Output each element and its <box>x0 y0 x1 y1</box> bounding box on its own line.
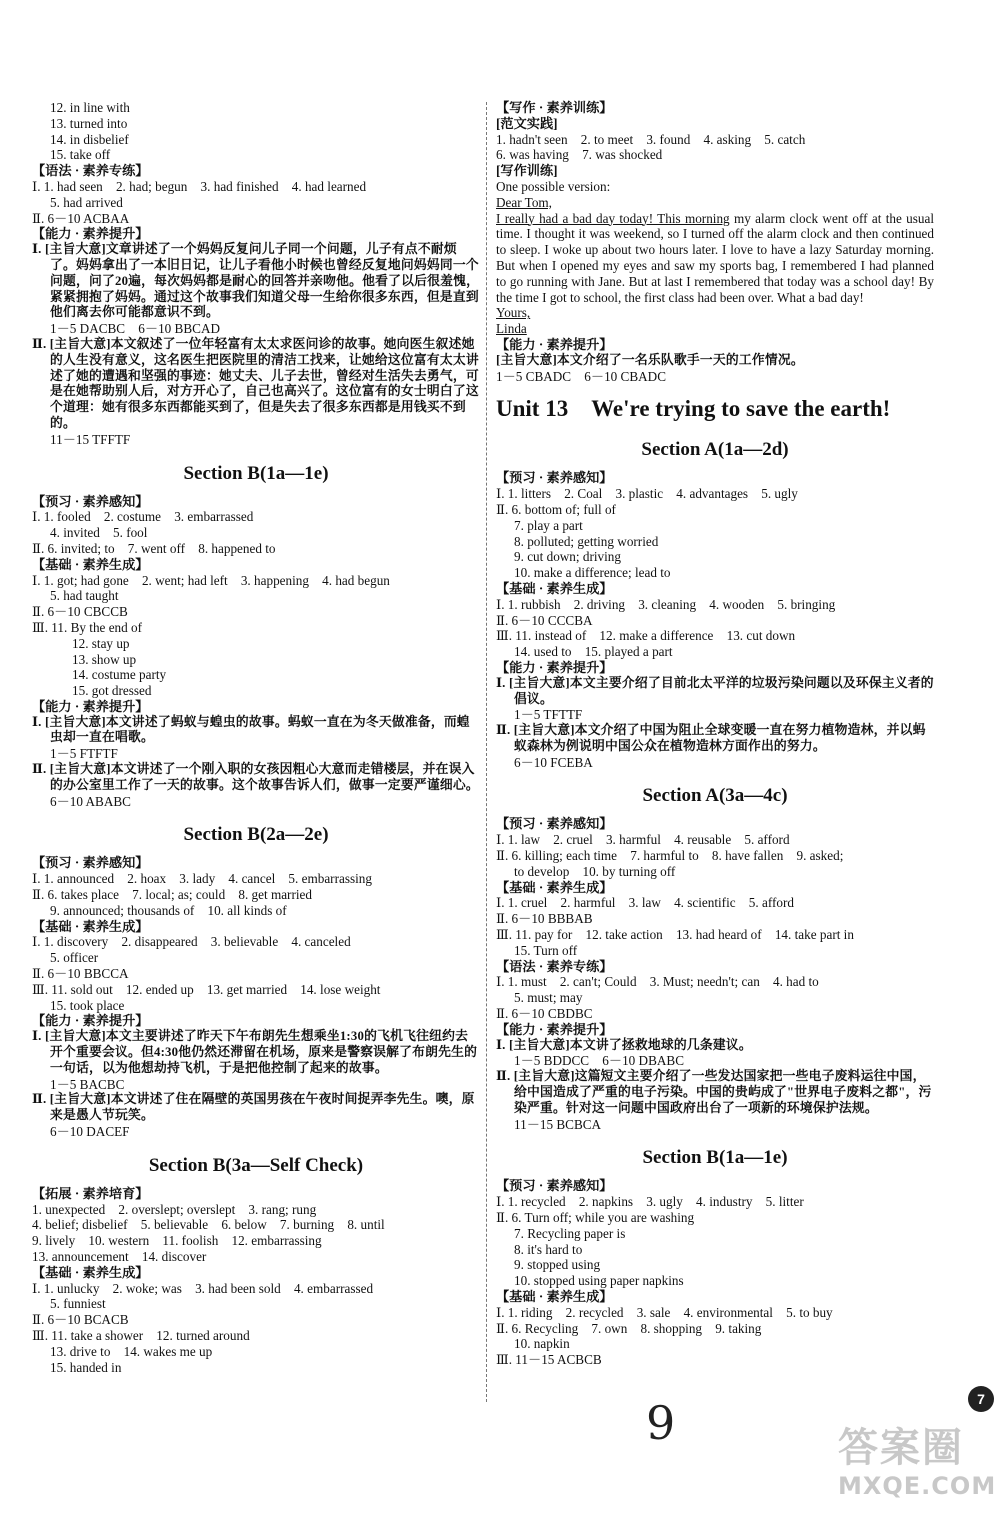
answer-line: 12. in line with <box>50 100 130 115</box>
answer-line: 12. stay up <box>72 635 130 651</box>
section-title: Section A(1a—2d) <box>641 439 789 461</box>
basic-heading: 【基础 · 素养生成】 <box>496 879 613 895</box>
answer-line: 9. announced; thousands of 10. all kinds of <box>50 902 287 918</box>
preview-heading: 【预习 · 素养感知】 <box>32 493 149 509</box>
answer-line: 13. announcement 14. discover <box>32 1249 207 1264</box>
version-label: One possible version: <box>496 178 611 194</box>
answer-line: 13. show up <box>72 651 137 667</box>
summary-paragraph: [主旨大意]本文介绍了一名乐队歌手一天的工作情况。 <box>496 352 804 367</box>
answer-line: Ⅰ. 1. fooled 2. costume 3. embarrassed <box>32 509 254 525</box>
answer-line: 14. costume party <box>72 667 167 683</box>
basic-heading: 【基础 · 素养生成】 <box>32 918 149 934</box>
summary-paragraph: Ⅰ. [主旨大意]本文主要介绍了目前北太平洋的垃圾污染问题以及环保主义者的倡议。 <box>496 675 934 706</box>
answer-line: 5. had arrived <box>50 194 123 210</box>
summary-paragraph: Ⅰ. [主旨大意]本文主要讲述了昨天下午布朗先生想乘坐1:30的飞机飞往纽约去开个重要会议。但4:30他仍然还滞留在机场，原来是警察误解了布朗先生的一句话，以为他想劫持飞机，于是把他控制了起来的故事。 <box>32 1029 478 1075</box>
answer-line: 1－5 BACBC <box>50 1076 125 1092</box>
answer-line: 14. used to 15. played a part <box>514 644 673 660</box>
answer-line: 8. polluted; getting worried <box>514 533 659 549</box>
answer-line: Ⅲ. 11. sold out 12. ended up 13. get married 14. lose weight <box>32 981 381 997</box>
answer-line: Ⅰ. 1. had seen 2. had; begun 3. had finished 4. had learned <box>32 178 367 194</box>
letter-closing: Yours, <box>496 305 531 321</box>
answer-line: Ⅱ. 6. Turn off; while you are washing <box>496 1210 695 1226</box>
left-column <box>32 100 480 1375</box>
answer-line: 15. handed in <box>50 1359 122 1375</box>
basic-heading: 【基础 · 素养生成】 <box>496 1289 613 1304</box>
answer-line: Ⅱ. 6－10 CCCBA <box>496 612 593 628</box>
answer-line: to develop 10. by turning off <box>514 863 676 879</box>
answer-line: Ⅲ. 11. By the end of <box>32 619 143 635</box>
summary-paragraph: Ⅱ. [主旨大意]本文叙述了一位年轻富有太太求医问诊的故事。她向医生叙述她的人生没有意义，这名医生把医院里的清洁工找来，让她给这位富有太太讲述了她的遭遇和坚强的事迹：她丈夫、儿子去世，曾经对生活失去勇气，可是在她帮助别人后，对方开心了，自己也高兴了。这位富有的女士明白了这个道理：她有很多东西都能买到了，但是失去了很多东西都是用钱买不到的。 <box>32 336 479 430</box>
letter-signature: Linda <box>496 321 527 337</box>
answer-line: 5. must; may <box>514 990 583 1006</box>
answer-line: Ⅲ. 11－15 ACBCB <box>496 1352 602 1368</box>
section-title: Section B(3a—Self Check) <box>148 1154 364 1176</box>
answer-line: 5. officer <box>50 950 99 966</box>
summary-paragraph: Ⅱ. [主旨大意]本文介绍了中国为阻止全球变暖一直在努力植物造林，并以蚂蚁森林为例说明中国公众在植物造林方面作出的努力。 <box>496 723 926 753</box>
answer-line: 1. unexpected 2. overslept; overslept 3. rang; rung <box>32 1201 317 1217</box>
summary-paragraph: Ⅱ. [主旨大意]本文讲述了一个刚入职的女孩因粗心大意而走错楼层，并在误入的办公室里工作了一天的故事。这个故事告诉人们，做事一定要严谨细心。 <box>32 762 479 792</box>
answer-line: Ⅰ. 1. got; had gone 2. went; had left 3. happening 4. had begun <box>32 572 390 588</box>
letter-salutation: Dear Tom, <box>496 194 552 210</box>
answer-line: 10. napkin <box>514 1336 570 1352</box>
answer-line: Ⅰ. 1. recycled 2. napkins 3. ugly 4. industry 5. litter <box>496 1194 804 1210</box>
section-title: Section B(2a—2e) <box>183 824 329 846</box>
preview-heading: 【预习 · 素养感知】 <box>32 855 149 871</box>
ability-heading: 【能力 · 素养提升】 <box>496 1021 613 1037</box>
preview-heading: 【预习 · 素养感知】 <box>496 1178 613 1194</box>
answer-line: 6－10 DACEF <box>50 1124 130 1140</box>
basic-heading: 【基础 · 素养生成】 <box>496 580 613 596</box>
answer-line: Ⅱ. 6. invited; to 7. went off 8. happened to <box>32 540 276 556</box>
answer-line: 13. drive to 14. wakes me up <box>50 1343 213 1359</box>
answer-line: Ⅰ. 1. rubbish 2. driving 3. cleaning 4. wooden 5. bringing <box>496 596 836 612</box>
answer-line: 6－10 ABABC <box>50 793 131 809</box>
answer-line: 4. invited 5. fool <box>50 525 148 541</box>
answer-line: 5. had taught <box>50 588 119 604</box>
answer-line: 9. stopped using <box>514 1257 601 1273</box>
answer-line: 15. took place <box>50 997 125 1013</box>
summary-paragraph: Ⅱ. [主旨大意]这篇短文主要介绍了一些发达国家把一些电子废料运往中国，给中国造成了严重的电子污染。中国的贵屿成了"世界电子废料之都"，污染严重。针对这一问题中国政府出台了一项新的环境保护法规。 <box>496 1069 932 1115</box>
answer-line: 8. it's hard to <box>514 1241 583 1257</box>
basic-heading: 【基础 · 素养生成】 <box>32 556 149 572</box>
answer-line: Ⅲ. 11. pay for 12. take action 13. had heard of 14. take part in <box>496 927 854 943</box>
answer-line: 7. play a part <box>514 517 583 533</box>
grammar-heading: 【语法 · 素养专练】 <box>32 163 149 179</box>
answer-line: 10. make a difference; lead to <box>514 565 671 581</box>
column-divider <box>486 102 487 1402</box>
answer-line: Ⅰ. 1. law 2. cruel 3. harmful 4. reusable 5. afford <box>496 832 790 848</box>
section-title: Section B(1a—1e) <box>642 1147 788 1169</box>
answer-line: 1－5 DACBC 6－10 BBCAD <box>50 321 220 337</box>
answer-line: 14. in disbelief <box>50 131 129 147</box>
basic-heading: 【基础 · 素养生成】 <box>32 1264 149 1280</box>
answer-line: Ⅲ. 11. instead of 12. make a difference 13. cut down <box>496 628 796 644</box>
answer-line: Ⅱ. 6. takes place 7. local; as; could 8. get married <box>32 887 312 903</box>
answer-line: 5. funniest <box>50 1296 106 1312</box>
answer-line: Ⅱ. 6－10 CBCCB <box>32 604 128 620</box>
answer-line: 1－5 TFTTF <box>514 707 583 723</box>
letter-body-underlined: I really had a bad day today! This morning <box>496 210 730 226</box>
extension-heading: 【拓展 · 素养培育】 <box>32 1185 149 1201</box>
answer-line: Ⅰ. 1. discovery 2. disappeared 3. believable 4. canceled <box>32 934 351 950</box>
answer-line: Ⅰ. 1. riding 2. recycled 3. sale 4. environmental 5. to buy <box>496 1304 833 1320</box>
handwritten-page-mark: 9 <box>646 1396 676 1450</box>
answer-line: 6－10 FCEBA <box>514 754 593 770</box>
answer-line: Ⅱ. 6－10 ACBAA <box>32 210 130 226</box>
answer-line: Ⅰ. 1. unlucky 2. woke; was 3. had been sold 4. embarrassed <box>32 1280 374 1296</box>
answer-line: 1－5 BDDCC 6－10 DBABC <box>514 1053 684 1069</box>
page-number: 7 <box>968 1386 994 1412</box>
preview-heading: 【预习 · 素养感知】 <box>496 470 613 486</box>
answer-line: Ⅰ. 1. litters 2. Coal 3. plastic 4. advantages 5. ugly <box>496 486 798 502</box>
answer-line: Ⅰ. 1. cruel 2. harmful 3. law 4. scientific 5. afford <box>496 895 794 911</box>
answer-line: Ⅱ. 6－10 BCACB <box>32 1312 129 1328</box>
section-title: Section B(1a—1e) <box>183 462 329 484</box>
answer-line: Ⅰ. 1. must 2. can't; Could 3. Must; needn't; can 4. had to <box>496 974 819 990</box>
answer-line: 15. take off <box>50 147 111 163</box>
watermark <box>838 1424 997 1508</box>
watermark-url: MXQE.COM <box>838 1472 997 1500</box>
answer-line: Ⅲ. 11. take a shower 12. turned around <box>32 1327 250 1343</box>
watermark-logo: 答案圈 <box>838 1425 964 1471</box>
answer-line: 1. hadn't seen 2. to meet 3. found 4. asking 5. catch <box>496 131 806 147</box>
answer-line: 15. Turn off <box>514 942 578 958</box>
summary-paragraph: Ⅰ. [主旨大意]文章讲述了一个妈妈反复问儿子同一个问题，儿子有点不耐烦了。妈妈拿出了一本旧日记，让儿子看他小时候也曾经反复地问妈妈同一个问题，问了20遍，每次妈妈都是耐心的回答并亲吻他。他看了以后很羞愧，紧紧拥抱了妈妈。通过这个故事我们知道父母一生给你很多东西，但是直到他们离去你可能都意识不到。 <box>32 242 480 320</box>
ability-heading: 【能力 · 素养提升】 <box>32 226 149 242</box>
ability-heading: 【能力 · 素养提升】 <box>496 336 613 352</box>
answer-line: Ⅰ. 1. announced 2. hoax 3. lady 4. cancel 5. embarrassing <box>32 871 372 887</box>
summary-paragraph: Ⅰ. [主旨大意]本文讲述了蚂蚁与蝗虫的故事。蚂蚁一直在为冬天做准备，而蝗虫却一直在唱歌。 <box>32 714 470 745</box>
answer-line: 9. lively 10. western 11. foolish 12. embarrassing <box>32 1233 322 1249</box>
preview-heading: 【预习 · 素养感知】 <box>496 816 613 832</box>
answer-line: 4. belief; disbelief 5. believable 6. below 7. burning 8. until <box>32 1217 385 1233</box>
answer-line: Ⅱ. 6－10 BBBAB <box>496 911 593 927</box>
answer-line: 10. stopped using paper napkins <box>514 1273 684 1289</box>
summary-paragraph: Ⅱ. [主旨大意]本文讲述了住在隔壁的英国男孩在午夜时间捉弄李先生。噢，原来是愚人节玩笑。 <box>32 1092 475 1123</box>
answer-line: Ⅱ. 6. Recycling 7. own 8. shopping 9. taking <box>496 1320 762 1336</box>
summary-paragraph: Ⅰ. [主旨大意]本文讲了拯救地球的几条建议。 <box>496 1037 752 1052</box>
answer-line: 1－5 FTFTF <box>50 746 118 762</box>
answer-line: 13. turned into <box>50 115 128 131</box>
ability-heading: 【能力 · 素养提升】 <box>496 659 613 675</box>
training-heading: [写作训练] <box>496 163 558 179</box>
unit-title: Unit 13 We're trying to save the earth! <box>496 396 891 422</box>
right-column <box>496 100 934 1368</box>
ability-heading: 【能力 · 素养提升】 <box>32 698 149 714</box>
letter-body <box>496 211 934 306</box>
grammar-heading: 【语法 · 素养专练】 <box>496 958 613 974</box>
model-heading: [范文实践] <box>496 115 558 131</box>
answer-line: 9. cut down; driving <box>514 549 621 565</box>
letter-body-rest: my alarm clock went off at the usual time. I thought it was weekend, so I turned off the alarm clock and then continued to sleep. I woke up about two hours later. I love to have a lazy Saturday morning. But when I opened my eyes and saw my sports bag, I remembered I had planned to go running with Jane. But at last I remembered that today was a school day! By the time I got to school, the first class had been over. What a bad day! <box>496 210 934 305</box>
answer-line: 11－15 TFFTF <box>50 431 131 447</box>
section-title: Section A(3a—4c) <box>642 785 788 807</box>
ability-heading: 【能力 · 素养提升】 <box>32 1013 149 1029</box>
answer-line: 11－15 BCBCA <box>514 1116 602 1132</box>
answer-line: 7. Recycling paper is <box>514 1225 626 1241</box>
writing-heading: 【写作 · 素养训练】 <box>496 100 613 115</box>
answer-line: Ⅱ. 6－10 CBDBC <box>496 1006 593 1022</box>
answer-line: Ⅱ. 6－10 BBCCA <box>32 966 129 982</box>
answer-line: 1－5 CBADC 6－10 CBADC <box>496 368 666 384</box>
answer-line: Ⅱ. 6. killing; each time 7. harmful to 8. have fallen 9. asked; <box>496 848 844 864</box>
answer-line: Ⅱ. 6. bottom of; full of <box>496 501 616 517</box>
answer-line: 15. got dressed <box>72 683 152 699</box>
answer-line: 6. was having 7. was shocked <box>496 147 663 163</box>
